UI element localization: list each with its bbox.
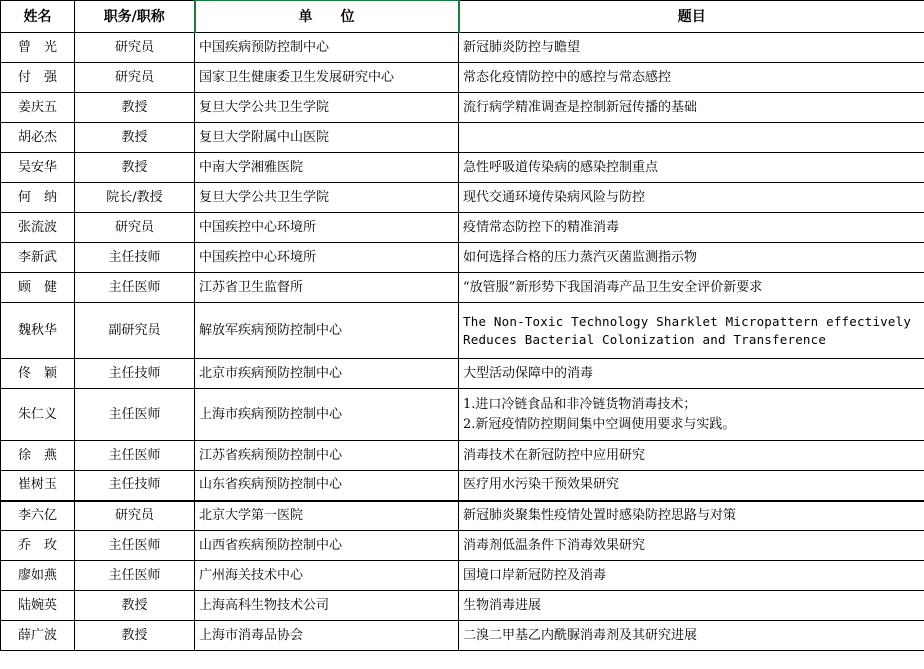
cell-title[interactable]: 研究员 [75,213,195,243]
table-row [1,501,924,531]
cell-name[interactable]: 佟 颖 [1,359,75,389]
table-row [1,531,924,561]
header-unit[interactable]: 单 位 [195,1,459,33]
table-row [1,389,924,441]
table-row [1,153,924,183]
cell-topic[interactable]: “放管服”新形势下我国消毒产品卫生安全评价新要求 [459,273,924,303]
cell-unit[interactable]: 北京市疾病预防控制中心 [195,359,459,389]
cell-unit[interactable]: 国家卫生健康委卫生发展研究中心 [195,63,459,93]
cell-topic[interactable]: The Non-Toxic Technology Sharklet Micropattern effectively Reduces Bacterial Colonization and Transference [459,303,924,359]
cell-unit[interactable]: 上海高科生物技术公司 [195,591,459,621]
cell-unit[interactable]: 中国疾病预防控制中心 [195,33,459,63]
cell-title[interactable]: 主任技师 [75,243,195,273]
cell-unit[interactable]: 中国疾控中心环境所 [195,213,459,243]
table-row [1,273,924,303]
cell-topic[interactable]: 急性呼吸道传染病的感染控制重点 [459,153,924,183]
cell-unit[interactable]: 中南大学湘雅医院 [195,153,459,183]
cell-name[interactable]: 张流波 [1,213,75,243]
cell-unit[interactable]: 上海市消毒品协会 [195,621,459,651]
cell-unit[interactable]: 复旦大学公共卫生学院 [195,183,459,213]
cell-topic[interactable]: 如何选择合格的压力蒸汽灭菌监测指示物 [459,243,924,273]
cell-title[interactable]: 主任医师 [75,389,195,441]
topic-line: 2.新冠疫情防控期间集中空调使用要求与实践。 [463,416,736,432]
cell-title[interactable]: 教授 [75,591,195,621]
cell-unit[interactable]: 山西省疾病预防控制中心 [195,531,459,561]
cell-topic[interactable] [459,123,924,153]
cell-topic[interactable]: 消毒技术在新冠防控中应用研究 [459,441,924,471]
cell-title[interactable]: 研究员 [75,501,195,531]
cell-name[interactable]: 朱仁义 [1,389,75,441]
cell-name[interactable]: 乔 玫 [1,531,75,561]
table-row [1,621,924,651]
cell-topic[interactable]: 医疗用水污染干预效果研究 [459,471,924,501]
cell-name[interactable]: 姜庆五 [1,93,75,123]
topic-line: 1.进口冷链食品和非冷链货物消毒技术； [463,396,697,412]
cell-name[interactable]: 吴安华 [1,153,75,183]
cell-title[interactable]: 主任医师 [75,273,195,303]
cell-title[interactable]: 副研究员 [75,303,195,359]
cell-topic[interactable]: 新冠肺炎聚集性疫情处置时感染防控思路与对策 [459,501,924,531]
table-row [1,33,924,63]
cell-unit[interactable]: 复旦大学附属中山医院 [195,123,459,153]
cell-unit[interactable]: 广州海关技术中心 [195,561,459,591]
cell-title[interactable]: 主任医师 [75,441,195,471]
cell-title[interactable]: 教授 [75,153,195,183]
cell-name[interactable]: 胡必杰 [1,123,75,153]
cell-title[interactable]: 研究员 [75,63,195,93]
cell-name[interactable]: 徐 燕 [1,441,75,471]
cell-unit[interactable]: 解放军疾病预防控制中心 [195,303,459,359]
cell-name[interactable]: 崔树玉 [1,471,75,501]
cell-topic[interactable]: 疫情常态防控下的精准消毒 [459,213,924,243]
header-row [1,1,924,33]
table-row [1,591,924,621]
table-row [1,303,924,359]
cell-title[interactable]: 教授 [75,123,195,153]
table-row [1,359,924,389]
cell-name[interactable]: 陆婉英 [1,591,75,621]
table-row [1,561,924,591]
cell-title[interactable]: 主任技师 [75,471,195,501]
cell-name[interactable]: 顾 健 [1,273,75,303]
cell-unit[interactable]: 上海市疾病预防控制中心 [195,389,459,441]
cell-unit[interactable]: 中国疾控中心环境所 [195,243,459,273]
cell-name[interactable]: 李新武 [1,243,75,273]
cell-topic[interactable]: 常态化疫情防控中的感控与常态感控 [459,63,924,93]
cell-topic[interactable]: 大型活动保障中的消毒 [459,359,924,389]
cell-topic[interactable]: 消毒剂低温条件下消毒效果研究 [459,531,924,561]
cell-title[interactable]: 教授 [75,93,195,123]
cell-unit[interactable]: 北京大学第一医院 [195,501,459,531]
cell-topic[interactable]: 国境口岸新冠防控及消毒 [459,561,924,591]
cell-title[interactable]: 主任技师 [75,359,195,389]
table-row [1,243,924,273]
table-row [1,63,924,93]
cell-unit[interactable]: 山东省疾病预防控制中心 [195,471,459,501]
cell-title[interactable]: 教授 [75,621,195,651]
cell-topic[interactable]: 二溴二甲基乙内酰脲消毒剂及其研究进展 [459,621,924,651]
cell-topic[interactable] [459,389,924,441]
cell-topic[interactable]: 流行病学精准调查是控制新冠传播的基础 [459,93,924,123]
header-name[interactable]: 姓名 [1,1,75,33]
cell-topic[interactable]: 生物消毒进展 [459,591,924,621]
table-row [1,93,924,123]
table-row [1,213,924,243]
table-row [1,471,924,501]
table-row [1,183,924,213]
cell-title[interactable]: 主任医师 [75,561,195,591]
cell-name[interactable]: 廖如燕 [1,561,75,591]
table-row [1,441,924,471]
cell-name[interactable]: 魏秋华 [1,303,75,359]
cell-name[interactable]: 李六亿 [1,501,75,531]
cell-name[interactable]: 付 强 [1,63,75,93]
cell-title[interactable]: 院长/教授 [75,183,195,213]
header-topic[interactable]: 题目 [459,1,924,33]
cell-title[interactable]: 主任医师 [75,531,195,561]
cell-topic[interactable]: 现代交通环境传染病风险与防控 [459,183,924,213]
cell-unit[interactable]: 江苏省疾病预防控制中心 [195,441,459,471]
table-row [1,123,924,153]
cell-unit[interactable]: 复旦大学公共卫生学院 [195,93,459,123]
cell-name[interactable]: 薛广波 [1,621,75,651]
cell-title[interactable]: 研究员 [75,33,195,63]
cell-name[interactable]: 曾 光 [1,33,75,63]
cell-name[interactable]: 何 纳 [1,183,75,213]
header-title[interactable]: 职务/职称 [75,1,195,33]
cell-unit[interactable]: 江苏省卫生监督所 [195,273,459,303]
cell-topic[interactable]: 新冠肺炎防控与瞻望 [459,33,924,63]
